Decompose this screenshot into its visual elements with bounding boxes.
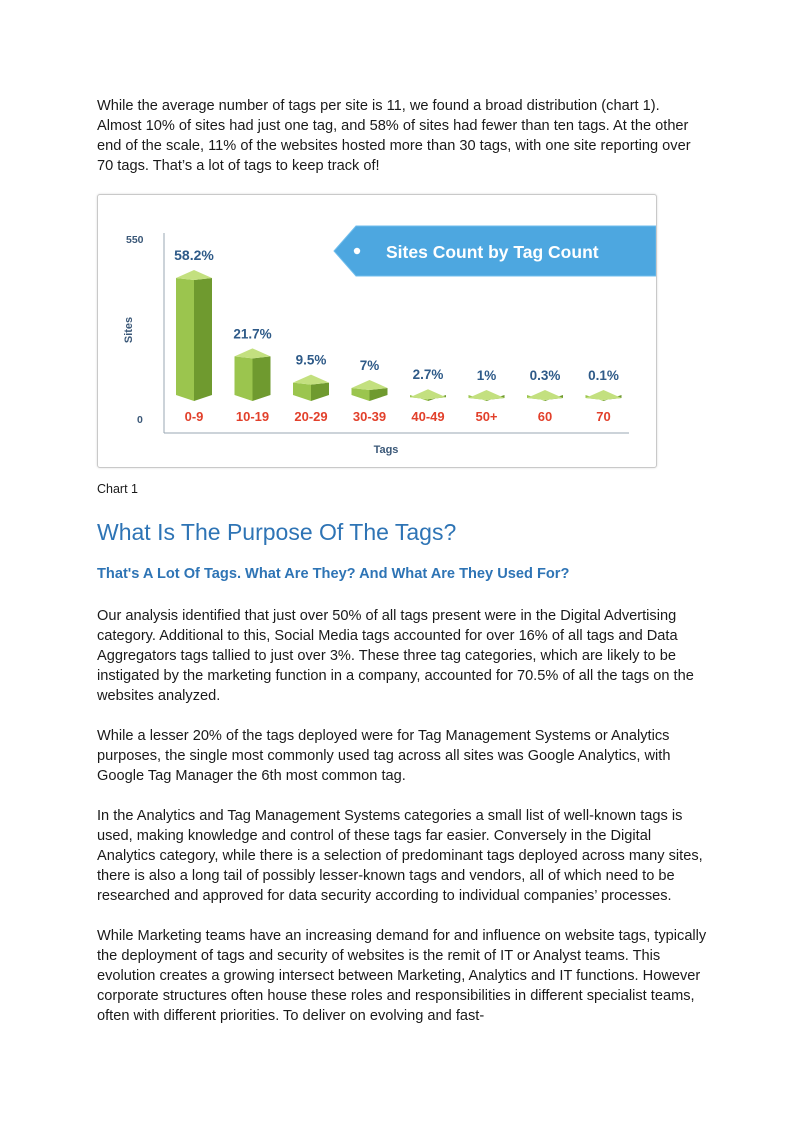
bar-side xyxy=(370,388,388,401)
body-paragraph-1: Our analysis identified that just over 50% of all tags present were in the Digital Advertising category. Additional to this, Social Media tags accounted for over 16% of all tags and Data Aggregators tags tallied to just over 3%. These three tag categories, which are likely to be instigated by the marketing function in a company, accounted for 70.5% of all the tags on the websites analyzed. xyxy=(97,608,694,704)
bar-side xyxy=(311,383,329,401)
bar-top xyxy=(469,390,505,400)
category-label: 20-29 xyxy=(294,409,328,424)
chart-caption: Chart 1 xyxy=(97,482,138,496)
bar-70 xyxy=(586,390,622,401)
bar-chart xyxy=(98,195,656,467)
category-label: 50+ xyxy=(475,409,498,424)
bar-front xyxy=(352,388,370,401)
bar-50+ xyxy=(469,390,505,401)
value-label: 58.2% xyxy=(174,247,214,263)
section-subheading: That's A Lot Of Tags. What Are They? And What Are They Used For? xyxy=(97,566,570,582)
bar-top xyxy=(176,270,212,280)
title-banner xyxy=(334,226,656,276)
intro-paragraph: While the average number of tags per site is 11, we found a broad distribution (chart 1). Almost 10% of sites had just one tag, and 58% of sites had fewer than ten tags. At the other end of the scale, 11% of the websites hosted more than 30 tags, with one site reporting over 70 tags. That’s a lot of tags to keep track of! xyxy=(97,98,691,174)
banner-bullet-icon xyxy=(354,248,360,254)
bar-side xyxy=(253,356,271,401)
bar-front xyxy=(176,278,194,401)
category-label: 40-49 xyxy=(411,409,445,424)
bar-0-9 xyxy=(176,270,212,401)
y-axis-label: Sites xyxy=(123,316,135,344)
x-axis-label: Tags xyxy=(373,444,399,456)
bar-top xyxy=(410,389,446,399)
category-label: 0-9 xyxy=(184,409,204,424)
bar-top xyxy=(352,380,388,390)
bar-side xyxy=(194,278,212,401)
value-label: 2.7% xyxy=(412,367,444,383)
bar-top xyxy=(586,390,622,400)
value-label: 0.1% xyxy=(588,368,619,383)
bar-40-49 xyxy=(410,389,446,401)
bar-20-29 xyxy=(293,375,329,401)
bar-60 xyxy=(527,390,563,401)
chart-title: Sites Count by Tag Count xyxy=(386,242,599,262)
value-label: 21.7% xyxy=(233,326,272,342)
bar-top xyxy=(293,375,329,385)
value-label: 9.5% xyxy=(295,352,327,368)
value-label: 0.3% xyxy=(529,368,561,383)
category-label: 30-39 xyxy=(352,409,387,424)
bar-top xyxy=(527,390,563,400)
category-label: 70 xyxy=(596,409,611,424)
bar-30-39 xyxy=(352,380,388,401)
bar-front xyxy=(293,383,311,401)
body-paragraph-3: In the Analytics and Tag Management Systems categories a small list of well-known tags is used, making knowledge and control of these tags far easier. Conversely in the Digital Analytics category, while there is a selection of predominant tags deployed across many sites, there is also a long tail of possibly lesser-known tags and vendors, all of which need to be researched and approved for data security according to individual companies’ processes. xyxy=(97,808,703,904)
bar-front xyxy=(235,356,253,401)
section-heading: What Is The Purpose Of The Tags? xyxy=(97,519,457,545)
bar-10-19 xyxy=(235,348,271,401)
bar-top xyxy=(235,348,271,358)
value-label: 7% xyxy=(359,357,380,373)
document-page xyxy=(97,96,707,1046)
category-label: 60 xyxy=(537,409,553,424)
body-paragraph-2: While a lesser 20% of the tags deployed were for Tag Management Systems or Analytics purposes, the single most commonly used tag across all sites was Google Analytics, with Google Tag Manager the 6th most common tag. xyxy=(97,728,671,784)
category-label: 10-19 xyxy=(235,409,270,424)
body-paragraph-4: While Marketing teams have an increasing demand for and influence on website tags, typically the deployment of tags and security of websites is the remit of IT or Analyst teams. This evolution creates a growing intersect between Marketing, Analytics and IT functions. However corporate structures often house these roles and responsibilities in different specialist teams, often with different priorities. To deliver on evolving and fast- xyxy=(97,928,707,1024)
value-label: 1% xyxy=(476,368,497,383)
y-tick-zero: 0 xyxy=(137,414,143,426)
y-tick-top: 550 xyxy=(126,234,144,246)
chart-frame xyxy=(97,194,657,468)
